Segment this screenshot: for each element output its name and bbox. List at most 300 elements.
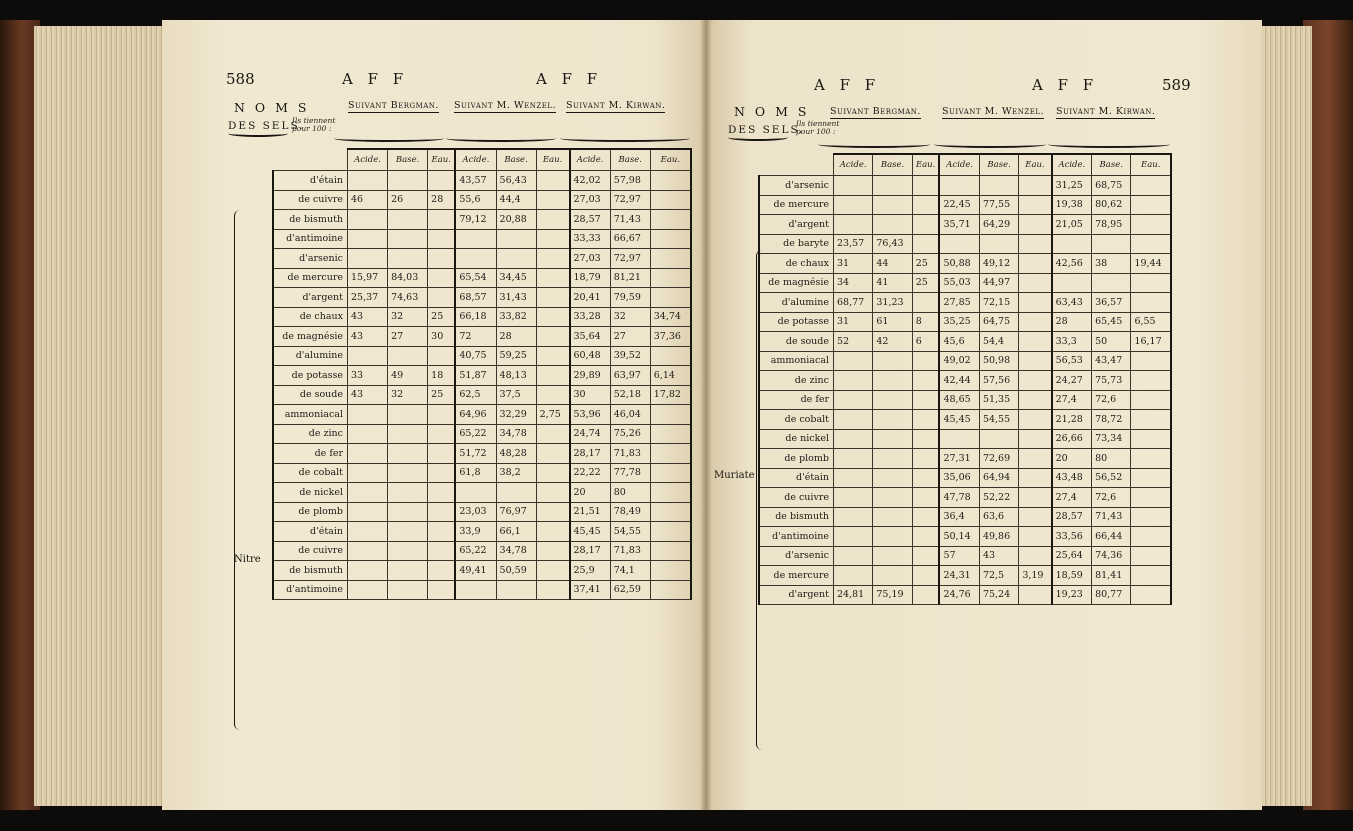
book-gutter — [700, 20, 712, 810]
value-cell — [650, 346, 691, 366]
value-cell — [388, 463, 428, 483]
value-cell: 84,03 — [388, 268, 428, 288]
value-cell — [455, 580, 496, 600]
group-brace — [234, 210, 243, 730]
value-cell — [912, 566, 939, 586]
value-cell — [650, 502, 691, 522]
value-cell — [834, 429, 873, 449]
value-cell — [536, 444, 569, 464]
value-cell: 42,56 — [1052, 254, 1092, 274]
value-cell — [873, 429, 912, 449]
value-cell: 21,28 — [1052, 410, 1092, 430]
value-cell: 54,55 — [979, 410, 1018, 430]
value-cell — [650, 561, 691, 581]
value-cell: 20,88 — [496, 210, 536, 230]
value-cell — [873, 546, 912, 566]
value-cell — [388, 580, 428, 600]
value-cell — [1019, 234, 1052, 254]
value-cell: 35,06 — [939, 468, 979, 488]
column-header: Eau. — [536, 149, 569, 171]
value-cell: 25 — [428, 307, 456, 327]
value-cell: 27,85 — [939, 293, 979, 313]
value-cell — [348, 522, 388, 542]
value-cell: 47,78 — [939, 488, 979, 508]
salt-name: de plomb — [759, 449, 834, 469]
value-cell — [1131, 449, 1171, 469]
value-cell — [536, 346, 569, 366]
value-cell — [1131, 527, 1171, 547]
group-label: Muriate — [714, 470, 755, 481]
value-cell: 40,75 — [455, 346, 496, 366]
value-cell — [428, 249, 456, 269]
value-cell — [428, 541, 456, 561]
value-cell — [1131, 351, 1171, 371]
value-cell — [1131, 488, 1171, 508]
running-head: A F F — [536, 70, 603, 88]
value-cell: 8 — [912, 312, 939, 332]
value-cell: 6,55 — [1131, 312, 1171, 332]
value-cell: 23,03 — [455, 502, 496, 522]
value-cell: 57,56 — [979, 371, 1018, 391]
value-cell: 72,15 — [979, 293, 1018, 313]
table-row — [759, 468, 1171, 488]
value-cell: 31,25 — [1052, 176, 1092, 196]
column-header: Acide. — [1052, 154, 1092, 176]
salt-name: d'étain — [273, 171, 348, 191]
value-cell: 21,51 — [570, 502, 611, 522]
value-cell: 28,17 — [570, 444, 611, 464]
value-cell: 31 — [834, 312, 873, 332]
value-cell — [1092, 234, 1131, 254]
value-cell — [496, 249, 536, 269]
page-number: 588 — [226, 70, 255, 88]
author-bergman: Suivant Bergman. — [830, 106, 921, 117]
salt-name: de cuivre — [273, 541, 348, 561]
value-cell: 55,6 — [455, 190, 496, 210]
value-cell — [1052, 273, 1092, 293]
column-header: Base. — [388, 149, 428, 171]
value-cell — [650, 483, 691, 503]
value-cell — [388, 483, 428, 503]
value-cell — [912, 527, 939, 547]
value-cell — [1131, 215, 1171, 235]
corner-cell — [759, 154, 834, 176]
value-cell — [536, 190, 569, 210]
table-row — [759, 215, 1171, 235]
value-cell: 79,59 — [610, 288, 650, 308]
table-row — [759, 293, 1171, 313]
salt-name: d'étain — [759, 468, 834, 488]
value-cell — [650, 424, 691, 444]
value-cell — [650, 210, 691, 230]
value-cell: 65,22 — [455, 424, 496, 444]
salt-name: de bismuth — [759, 507, 834, 527]
value-cell — [912, 390, 939, 410]
value-cell — [1019, 488, 1052, 508]
value-cell — [873, 176, 912, 196]
value-cell: 56,53 — [1052, 351, 1092, 371]
value-cell — [536, 424, 569, 444]
value-cell — [536, 522, 569, 542]
value-cell: 15,97 — [348, 268, 388, 288]
author-kirwan: Suivant M. Kirwan. — [566, 100, 666, 111]
value-cell: 49,41 — [455, 561, 496, 581]
table-row — [759, 585, 1171, 605]
table-row — [273, 405, 691, 425]
value-cell: 74,36 — [1092, 546, 1131, 566]
value-cell: 81,21 — [610, 268, 650, 288]
column-header: Acide. — [455, 149, 496, 171]
value-cell — [834, 566, 873, 586]
value-cell: 76,97 — [496, 502, 536, 522]
value-cell — [536, 210, 569, 230]
value-cell: 39,52 — [610, 346, 650, 366]
value-cell: 27,4 — [1052, 390, 1092, 410]
value-cell — [1131, 371, 1171, 391]
value-cell: 33,9 — [455, 522, 496, 542]
salt-name: d'antimoine — [273, 580, 348, 600]
value-cell — [496, 483, 536, 503]
value-cell: 61,8 — [455, 463, 496, 483]
value-cell: 48,65 — [939, 390, 979, 410]
value-cell — [979, 429, 1018, 449]
table-row — [273, 307, 691, 327]
table-row — [273, 366, 691, 386]
brace — [228, 130, 288, 137]
value-cell: 60,48 — [570, 346, 611, 366]
noms-heading: N O M S — [234, 100, 310, 115]
brace — [1048, 141, 1170, 148]
value-cell: 31 — [834, 254, 873, 274]
value-cell — [873, 371, 912, 391]
column-header: Base. — [979, 154, 1018, 176]
value-cell: 62,59 — [610, 580, 650, 600]
value-cell: 28 — [1052, 312, 1092, 332]
value-cell — [536, 541, 569, 561]
value-cell: 78,95 — [1092, 215, 1131, 235]
left-page — [162, 20, 706, 810]
value-cell: 27 — [610, 327, 650, 347]
table-row — [273, 346, 691, 366]
value-cell: 36,4 — [939, 507, 979, 527]
salt-name: de plomb — [273, 502, 348, 522]
value-cell — [536, 229, 569, 249]
value-cell: 43,48 — [1052, 468, 1092, 488]
value-cell — [912, 410, 939, 430]
salt-name: d'alumine — [759, 293, 834, 313]
value-cell — [1131, 176, 1171, 196]
value-cell: 64,75 — [979, 312, 1018, 332]
value-cell: 32 — [610, 307, 650, 327]
value-cell — [1131, 195, 1171, 215]
value-cell: 68,57 — [455, 288, 496, 308]
value-cell — [1019, 351, 1052, 371]
value-cell: 52 — [834, 332, 873, 352]
value-cell: 35,64 — [570, 327, 611, 347]
value-cell: 27 — [388, 327, 428, 347]
salt-name: d'étain — [273, 522, 348, 542]
value-cell: 72,5 — [979, 566, 1018, 586]
value-cell: 24,81 — [834, 585, 873, 605]
value-cell: 34 — [834, 273, 873, 293]
value-cell: 77,55 — [979, 195, 1018, 215]
salt-name: d'alumine — [273, 346, 348, 366]
value-cell: 52,18 — [610, 385, 650, 405]
table-row — [759, 488, 1171, 508]
value-cell — [536, 463, 569, 483]
value-cell — [1019, 371, 1052, 391]
value-cell — [388, 522, 428, 542]
value-cell: 68,77 — [834, 293, 873, 313]
value-cell — [873, 410, 912, 430]
value-cell: 18,79 — [570, 268, 611, 288]
value-cell — [1019, 468, 1052, 488]
table-row — [759, 410, 1171, 430]
value-cell: 45,45 — [570, 522, 611, 542]
value-cell: 81,41 — [1092, 566, 1131, 586]
value-cell: 16,17 — [1131, 332, 1171, 352]
value-cell: 64,29 — [979, 215, 1018, 235]
value-cell — [1131, 585, 1171, 605]
column-header: Eau. — [1019, 154, 1052, 176]
value-cell — [348, 424, 388, 444]
value-cell: 63,6 — [979, 507, 1018, 527]
value-cell: 43,47 — [1092, 351, 1131, 371]
value-cell — [388, 346, 428, 366]
value-cell: 80 — [610, 483, 650, 503]
table-row — [759, 429, 1171, 449]
value-cell — [939, 176, 979, 196]
value-cell: 44,4 — [496, 190, 536, 210]
table-row — [273, 249, 691, 269]
table-row — [273, 561, 691, 581]
value-cell — [939, 234, 979, 254]
value-cell: 42,44 — [939, 371, 979, 391]
value-cell: 34,78 — [496, 424, 536, 444]
value-cell: 51,35 — [979, 390, 1018, 410]
value-cell: 44 — [873, 254, 912, 274]
value-cell: 43 — [979, 546, 1018, 566]
value-cell — [912, 176, 939, 196]
table-row — [273, 424, 691, 444]
value-cell — [912, 468, 939, 488]
value-cell: 64,94 — [979, 468, 1018, 488]
salt-name: de mercure — [759, 566, 834, 586]
salt-name: de chaux — [273, 307, 348, 327]
table-row — [759, 254, 1171, 274]
table-row — [759, 351, 1171, 371]
value-cell — [428, 444, 456, 464]
value-cell — [348, 171, 388, 191]
value-cell: 6 — [912, 332, 939, 352]
salt-name: ammoniacal — [759, 351, 834, 371]
salt-name: d'arsenic — [759, 546, 834, 566]
brace — [818, 141, 930, 148]
table-row — [273, 171, 691, 191]
value-cell: 80 — [1092, 449, 1131, 469]
value-cell — [496, 229, 536, 249]
value-cell: 33,33 — [570, 229, 611, 249]
value-cell: 80,77 — [1092, 585, 1131, 605]
salt-name: d'argent — [273, 288, 348, 308]
value-cell — [1052, 234, 1092, 254]
value-cell: 3,19 — [1019, 566, 1052, 586]
value-cell — [834, 449, 873, 469]
salt-name: d'argent — [759, 585, 834, 605]
value-cell — [1131, 410, 1171, 430]
column-header: Base. — [610, 149, 650, 171]
value-cell — [455, 483, 496, 503]
value-cell: 34,78 — [496, 541, 536, 561]
value-cell — [388, 229, 428, 249]
value-cell — [388, 249, 428, 269]
value-cell: 2,75 — [536, 405, 569, 425]
value-cell: 72 — [455, 327, 496, 347]
table-row — [759, 195, 1171, 215]
value-cell: 41 — [873, 273, 912, 293]
brace — [334, 135, 444, 142]
value-cell: 56,52 — [1092, 468, 1131, 488]
value-cell — [388, 561, 428, 581]
value-cell: 25,37 — [348, 288, 388, 308]
value-cell — [873, 507, 912, 527]
value-cell: 62,5 — [455, 385, 496, 405]
value-cell — [428, 561, 456, 581]
value-cell — [348, 405, 388, 425]
value-cell: 68,75 — [1092, 176, 1131, 196]
value-cell: 66,44 — [1092, 527, 1131, 547]
salt-name: de potasse — [273, 366, 348, 386]
table-row — [759, 371, 1171, 391]
value-cell — [536, 249, 569, 269]
value-cell: 21,05 — [1052, 215, 1092, 235]
value-cell: 30 — [570, 385, 611, 405]
value-cell — [834, 546, 873, 566]
column-header: Acide. — [939, 154, 979, 176]
value-cell — [1131, 546, 1171, 566]
table-row — [273, 190, 691, 210]
value-cell: 43 — [348, 385, 388, 405]
value-cell: 66,18 — [455, 307, 496, 327]
table-row — [759, 332, 1171, 352]
value-cell: 66,1 — [496, 522, 536, 542]
value-cell — [1019, 215, 1052, 235]
page-edges-right — [1258, 26, 1312, 806]
value-cell: 6,14 — [650, 366, 691, 386]
value-cell: 42,02 — [570, 171, 611, 191]
value-cell — [388, 171, 428, 191]
value-cell — [348, 561, 388, 581]
value-cell: 72,69 — [979, 449, 1018, 469]
value-cell: 79,12 — [455, 210, 496, 230]
value-cell: 51,87 — [455, 366, 496, 386]
value-cell: 27,4 — [1052, 488, 1092, 508]
value-cell: 46,04 — [610, 405, 650, 425]
salt-name: de potasse — [759, 312, 834, 332]
value-cell: 53,96 — [570, 405, 611, 425]
value-cell — [536, 385, 569, 405]
value-cell — [650, 522, 691, 542]
des-sels-heading: DES SELS. — [228, 120, 305, 132]
table-row — [759, 507, 1171, 527]
value-cell — [650, 171, 691, 191]
column-header: Eau. — [1131, 154, 1171, 176]
value-cell — [873, 390, 912, 410]
value-cell — [650, 463, 691, 483]
value-cell: 75,19 — [873, 585, 912, 605]
value-cell: 75,73 — [1092, 371, 1131, 391]
value-cell — [979, 234, 1018, 254]
value-cell — [428, 502, 456, 522]
value-cell: 20 — [570, 483, 611, 503]
value-cell — [650, 268, 691, 288]
composition-table — [272, 148, 692, 600]
value-cell — [1019, 449, 1052, 469]
running-head: A F F — [1032, 76, 1099, 94]
table-row — [273, 210, 691, 230]
value-cell — [536, 288, 569, 308]
value-cell — [455, 229, 496, 249]
table-row — [759, 449, 1171, 469]
value-cell: 26,66 — [1052, 429, 1092, 449]
value-cell — [1019, 410, 1052, 430]
value-cell: 32 — [388, 307, 428, 327]
value-cell — [912, 195, 939, 215]
value-cell — [912, 293, 939, 313]
value-cell — [1131, 507, 1171, 527]
author-wenzel: Suivant M. Wenzel. — [454, 100, 557, 111]
value-cell — [536, 307, 569, 327]
salt-name: d'arsenic — [273, 249, 348, 269]
salt-name: d'argent — [759, 215, 834, 235]
salt-name: de cobalt — [759, 410, 834, 430]
value-cell: 63,43 — [1052, 293, 1092, 313]
table-row — [273, 327, 691, 347]
table-row — [759, 273, 1171, 293]
value-cell — [1019, 293, 1052, 313]
value-cell: 19,23 — [1052, 585, 1092, 605]
value-cell: 72,6 — [1092, 390, 1131, 410]
value-cell — [873, 468, 912, 488]
value-cell — [348, 580, 388, 600]
value-cell — [912, 546, 939, 566]
table-row — [759, 234, 1171, 254]
column-header: Eau. — [912, 154, 939, 176]
value-cell — [348, 249, 388, 269]
value-cell — [873, 195, 912, 215]
value-cell: 77,78 — [610, 463, 650, 483]
salt-name: de mercure — [759, 195, 834, 215]
value-cell: 50 — [1092, 332, 1131, 352]
value-cell — [873, 449, 912, 469]
value-cell: 49,02 — [939, 351, 979, 371]
salt-name: de soude — [273, 385, 348, 405]
value-cell — [348, 229, 388, 249]
value-cell — [834, 527, 873, 547]
page-edges-left — [34, 26, 166, 806]
salt-name: de zinc — [273, 424, 348, 444]
salt-name: de cuivre — [759, 488, 834, 508]
value-cell: 43 — [348, 327, 388, 347]
value-cell — [388, 541, 428, 561]
value-cell — [1092, 273, 1131, 293]
value-cell — [834, 507, 873, 527]
value-cell — [1019, 176, 1052, 196]
value-cell: 19,38 — [1052, 195, 1092, 215]
salt-name: de nickel — [273, 483, 348, 503]
table-header-row — [759, 154, 1171, 176]
value-cell — [873, 566, 912, 586]
